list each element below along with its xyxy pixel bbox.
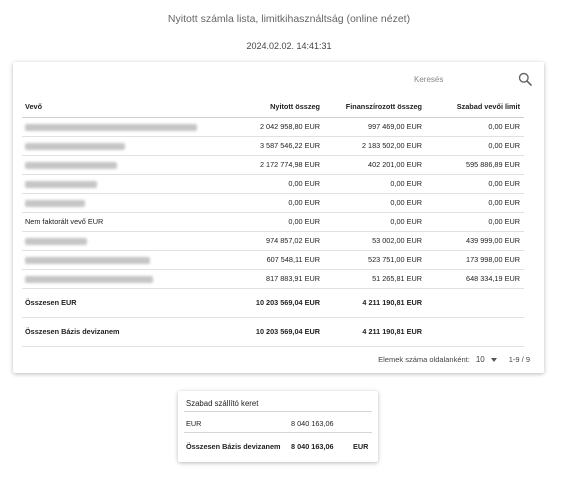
- divider: [184, 411, 372, 412]
- page-size-select[interactable]: 10: [475, 355, 485, 364]
- total-szabad-limit: [426, 317, 524, 346]
- total-nyitott: 10 203 569,04 EUR: [222, 317, 324, 346]
- supplier-limit-total-currency: EUR: [353, 442, 369, 451]
- total-label: Összesen EUR: [22, 288, 222, 317]
- open-invoice-card: [13, 62, 544, 373]
- redacted-name: [25, 162, 117, 169]
- cell-finanszirozott: 2 183 502,00 EUR: [324, 136, 426, 155]
- table-row[interactable]: [22, 193, 524, 212]
- cell-vevo: [22, 117, 222, 136]
- table-header-row: [22, 96, 524, 117]
- redacted-name: [25, 200, 85, 207]
- page-title: Nyitott számla lista, limitkihasználtság (online nézet): [167, 13, 411, 25]
- cell-finanszirozott: 0,00 EUR: [324, 212, 426, 231]
- page-size-label: Elemek száma oldalanként:: [378, 355, 470, 364]
- table-row[interactable]: [22, 136, 524, 155]
- table-row[interactable]: [22, 174, 524, 193]
- cell-finanszirozott: 402 201,00 EUR: [324, 155, 426, 174]
- table-row[interactable]: [22, 117, 524, 136]
- cell-szabad-limit: 0,00 EUR: [426, 174, 524, 193]
- cell-nyitott: 0,00 EUR: [222, 193, 324, 212]
- cell-nyitott: 0,00 EUR: [222, 212, 324, 231]
- total-szabad-limit: [426, 288, 524, 317]
- divider: [184, 432, 372, 433]
- total-row: [22, 288, 524, 317]
- total-nyitott: 10 203 569,04 EUR: [222, 288, 324, 317]
- redacted-name: [25, 257, 150, 264]
- supplier-limit-total-label: Összesen Bázis devizanem: [186, 442, 281, 451]
- total-finanszirozott: 4 211 190,81 EUR: [324, 317, 426, 346]
- cell-finanszirozott: 51 265,81 EUR: [324, 269, 426, 288]
- redacted-name: [25, 238, 87, 245]
- column-header-vevo[interactable]: Vevő: [22, 96, 222, 117]
- supplier-limit-row-value: 8 040 163,06: [291, 419, 334, 428]
- table-row[interactable]: [22, 155, 524, 174]
- cell-finanszirozott: 523 751,00 EUR: [324, 250, 426, 269]
- cell-szabad-limit: 595 886,89 EUR: [426, 155, 524, 174]
- cell-vevo: [22, 155, 222, 174]
- cell-nyitott: 817 883,91 EUR: [222, 269, 324, 288]
- cell-vevo: [22, 136, 222, 155]
- redacted-name: [25, 124, 197, 131]
- total-finanszirozott: 4 211 190,81 EUR: [324, 288, 426, 317]
- cell-vevo: Nem faktorált vevő EUR: [22, 212, 222, 231]
- table-row[interactable]: [22, 269, 524, 288]
- supplier-limit-title: Szabad szállító keret: [186, 399, 259, 408]
- supplier-limit-card: [178, 391, 378, 462]
- supplier-limit-total-value: 8 040 163,06: [291, 442, 334, 451]
- cell-finanszirozott: 997 469,00 EUR: [324, 117, 426, 136]
- table-row[interactable]: [22, 250, 524, 269]
- total-row: [22, 317, 524, 346]
- cell-szabad-limit: 0,00 EUR: [426, 117, 524, 136]
- cell-szabad-limit: 648 334,19 EUR: [426, 269, 524, 288]
- cell-vevo: [22, 174, 222, 193]
- redacted-name: [25, 143, 125, 150]
- pagination: [378, 355, 530, 364]
- cell-vevo: [22, 269, 222, 288]
- cell-nyitott: 607 548,11 EUR: [222, 250, 324, 269]
- cell-szabad-limit: 0,00 EUR: [426, 136, 524, 155]
- cell-nyitott: 974 857,02 EUR: [222, 231, 324, 250]
- cell-finanszirozott: 53 002,00 EUR: [324, 231, 426, 250]
- open-invoice-table: [22, 96, 524, 347]
- total-label: Összesen Bázis devizanem: [22, 317, 222, 346]
- search-box[interactable]: [414, 72, 532, 92]
- cell-vevo: [22, 231, 222, 250]
- search-input[interactable]: Keresés: [414, 75, 444, 84]
- chevron-down-icon[interactable]: [491, 358, 497, 362]
- cell-nyitott: 2 172 774,98 EUR: [222, 155, 324, 174]
- column-header-nyitott[interactable]: Nyitott összeg: [222, 96, 324, 117]
- column-header-finanszirozott[interactable]: Finanszírozott összeg: [324, 96, 426, 117]
- cell-nyitott: 3 587 546,22 EUR: [222, 136, 324, 155]
- redacted-name: [25, 276, 153, 283]
- page-range: 1-9 / 9: [508, 355, 530, 364]
- report-timestamp: 2024.02.02. 14:41:31: [246, 41, 332, 51]
- supplier-limit-row-label: EUR: [186, 419, 202, 428]
- column-header-szabad-limit[interactable]: Szabad vevői limit: [426, 96, 524, 117]
- cell-vevo: [22, 193, 222, 212]
- table-row[interactable]: [22, 231, 524, 250]
- table-row[interactable]: [22, 212, 524, 231]
- search-icon[interactable]: [518, 72, 532, 86]
- cell-finanszirozott: 0,00 EUR: [324, 174, 426, 193]
- cell-vevo: [22, 250, 222, 269]
- cell-szabad-limit: 0,00 EUR: [426, 212, 524, 231]
- cell-finanszirozott: 0,00 EUR: [324, 193, 426, 212]
- redacted-name: [25, 181, 97, 188]
- cell-szabad-limit: 439 999,00 EUR: [426, 231, 524, 250]
- cell-szabad-limit: 173 998,00 EUR: [426, 250, 524, 269]
- cell-szabad-limit: 0,00 EUR: [426, 193, 524, 212]
- cell-nyitott: 0,00 EUR: [222, 174, 324, 193]
- cell-nyitott: 2 042 958,80 EUR: [222, 117, 324, 136]
